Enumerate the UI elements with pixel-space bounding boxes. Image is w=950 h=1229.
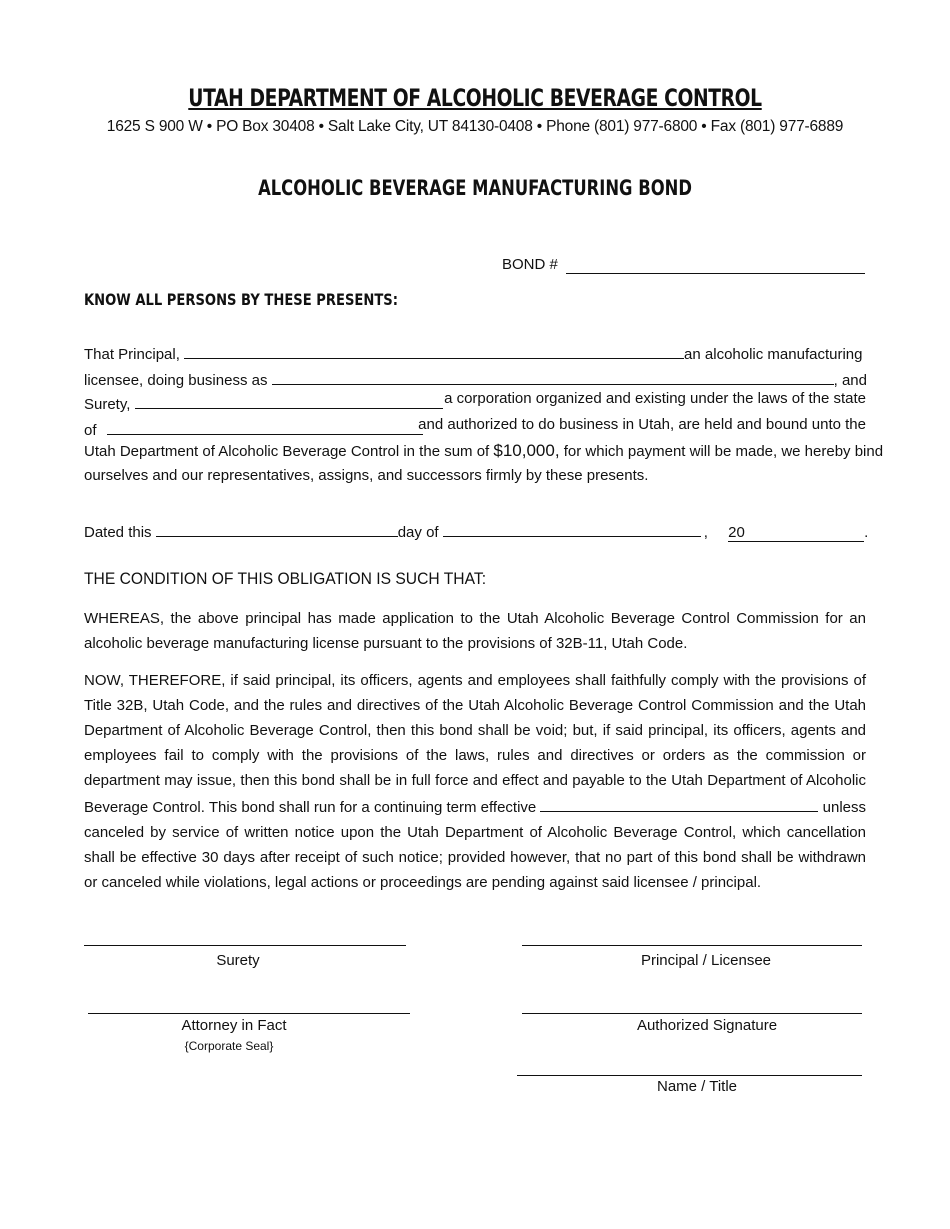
attorney-signature-label: Attorney in Fact bbox=[181, 1017, 287, 1034]
state-row bbox=[84, 416, 866, 441]
dated-day-field[interactable] bbox=[156, 518, 398, 537]
effective-date-field[interactable] bbox=[540, 793, 818, 812]
now-therefore-part2: unless canceled by service of written notice upon the Utah Department of Alcoholic Beverage Control, which cancellation shall be effective 30 days after receipt of such notice; provided however, that no part of this bond shall be withdrawn or canceled while violations, legal actions or proceedings are pending against said licensee / principal. bbox=[84, 799, 867, 891]
bind-text: ourselves and our representatives, assigns, and successors firmly by these presents. bbox=[84, 467, 649, 484]
principal-row bbox=[84, 340, 866, 365]
condition-heading: THE CONDITION OF THIS OBLIGATION IS SUCH THAT: bbox=[84, 569, 487, 588]
surety-signature-line[interactable] bbox=[84, 945, 406, 946]
principal-signature-line[interactable] bbox=[522, 945, 862, 946]
state-field[interactable] bbox=[107, 416, 423, 435]
surety-label: Surety, bbox=[84, 396, 131, 413]
day-of-label: day of bbox=[397, 524, 439, 541]
surety-field[interactable] bbox=[135, 390, 443, 409]
amount-text-a: Utah Department of Alcoholic Beverage Control in the sum of bbox=[84, 443, 494, 460]
department-address: 1625 S 900 W • PO Box 30408 • Salt Lake City, UT 84130-0408 • Phone (801) 977-6800 • Fax (801) 977-6889 bbox=[106, 118, 844, 135]
authorized-signature-line[interactable] bbox=[522, 1013, 862, 1014]
dba-field[interactable] bbox=[272, 366, 834, 385]
dated-this-label: Dated this bbox=[84, 524, 152, 541]
now-therefore-paragraph bbox=[84, 668, 866, 895]
whereas-paragraph: WHEREAS, the above principal has made application to the Utah Alcoholic Beverage Control Commission for an alcoholic beverage manufacturing license pursuant to the provisions of 32B-11, Utah Code. bbox=[84, 610, 866, 652]
corporate-seal-label: {Corporate Seal} bbox=[184, 1039, 274, 1053]
state-tail: and authorized to do business in Utah, are held and bound unto the bbox=[418, 416, 866, 433]
department-title: UTAH DEPARTMENT OF ALCOHOLIC BEVERAGE CONTROL bbox=[188, 84, 762, 112]
attorney-signature-line[interactable] bbox=[88, 1013, 410, 1014]
surety-row bbox=[84, 390, 866, 415]
surety-tail: a corporation organized and existing under the laws of the state bbox=[444, 390, 866, 407]
principal-label: That Principal, bbox=[84, 346, 180, 363]
dated-period: . bbox=[864, 524, 869, 541]
principal-signature-label: Principal / Licensee bbox=[640, 952, 772, 969]
dated-year-field[interactable] bbox=[728, 524, 864, 542]
dba-tail: , and bbox=[833, 372, 867, 389]
dba-label: licensee, doing business as bbox=[84, 372, 268, 389]
dated-row bbox=[84, 518, 869, 543]
now-therefore-part1: NOW, THEREFORE, if said principal, its officers, agents and employees shall faithfully comply with the provisions of Title 32B, Utah Code, and the rules and directives of the Utah Alcoholic Beverage Control Commission and the Utah Department of Alcoholic Beverage Control, then this bond shall be void; but, if said principal, its officers, agents and employees fail to comply with the provisions of the laws, rules and directives or orders as the commission or department may issue, then this bond shall be in full force and effect and payable to the Utah Department of Alcoholic Beverage Control. This bond shall run for a continuing term effective bbox=[84, 672, 866, 816]
surety-signature-label: Surety bbox=[216, 952, 260, 969]
presents-heading: KNOW ALL PERSONS BY THESE PRESENTS: bbox=[84, 290, 399, 309]
principal-field[interactable] bbox=[184, 340, 684, 359]
amount-text-b: for which payment will be made, we hereby bind bbox=[559, 443, 884, 460]
amount-row bbox=[84, 441, 884, 466]
principal-tail: an alcoholic manufacturing bbox=[684, 346, 863, 363]
state-label: of bbox=[84, 422, 97, 439]
authorized-signature-label: Authorized Signature bbox=[636, 1017, 778, 1034]
dated-comma: , bbox=[703, 524, 708, 541]
bond-number-field[interactable] bbox=[566, 256, 865, 274]
dated-month-field[interactable] bbox=[443, 518, 701, 537]
name-title-line[interactable] bbox=[517, 1075, 862, 1076]
dba-row bbox=[84, 366, 866, 391]
bond-amount: $10,000, bbox=[493, 441, 560, 460]
bind-row bbox=[84, 467, 866, 492]
name-title-label: Name / Title bbox=[656, 1078, 738, 1095]
bond-number-label: BOND # bbox=[502, 256, 558, 273]
year-prefix: 20 bbox=[728, 524, 745, 541]
form-title: ALCOHOLIC BEVERAGE MANUFACTURING BOND bbox=[258, 176, 692, 200]
